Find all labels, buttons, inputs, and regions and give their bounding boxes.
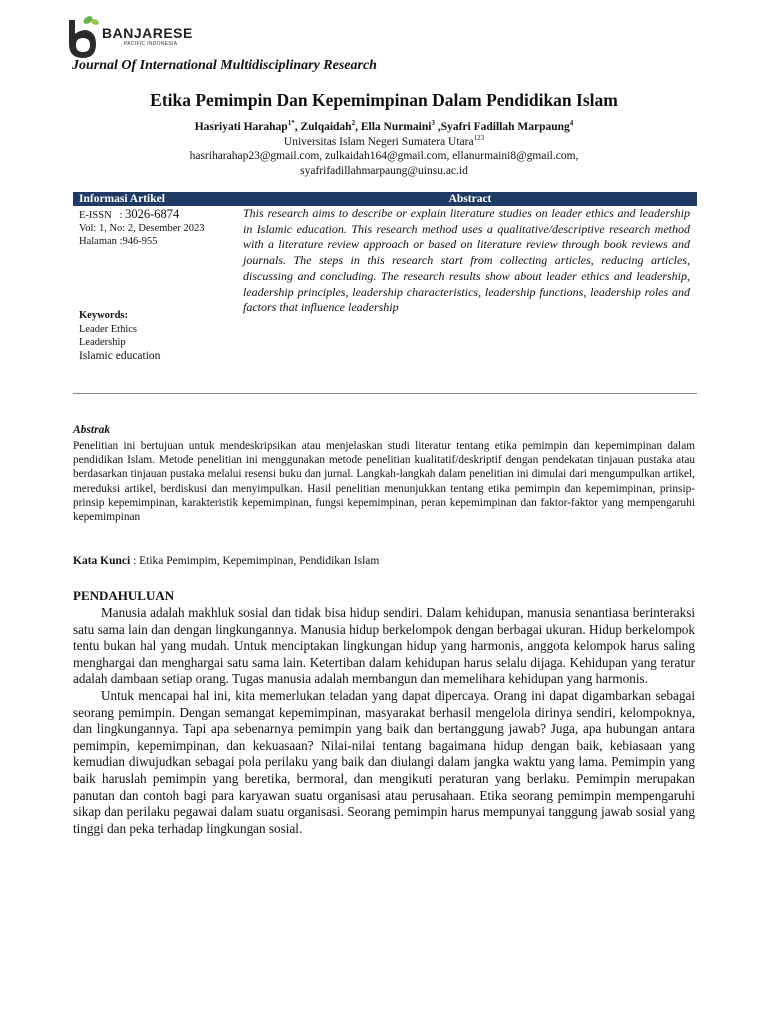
header-article-info: Informasi Artikel bbox=[79, 193, 165, 205]
paragraph: Untuk mencapai hal ini, kita memerlukan teladan yang dapat dipercaya. Orang ini dapat digambarkan sebagai seorang pemimpin. Dengan semangat kepemimpinan, masyarakat berhasil mengelola dirinya sendiri, kelompoknya, dan lingkungannya. Tapi apa sebenarnya pemimpin yang baik dan bertanggung jawab? Juga, apa hubungan antara pemimpin, kepemimpinan, dan kekuasaan? Nilai-nilai tentang bagaimana hidup dengan baik, kebiasaan yang kemudian diwujudkan sebagai pola perilaku yang baik dan diulangi dalam jangka waktu yang lama. Pemimpin yang baik haruslah pemimpin yang beretika, bermoral, dan mengikuti peraturan yang berlaku. Pemimpin merupakan panutan dan contoh bagi para karyawan suatu organisasi atau perusahaan. Etika seorang pemimpin mempengaruhi sikap dan perilaku pegawai dalam suatu organisasi. Seorang pemimpin harus mempunyai tanggung jawab sosial yang tinggi dan peka terhadap lingkungan sosial. bbox=[73, 687, 695, 836]
keyword-item: Leader Ethics bbox=[79, 323, 138, 335]
abstrak-heading: Abstrak bbox=[73, 424, 111, 436]
section-heading: PENDAHULUAN bbox=[73, 588, 175, 603]
keyword-item: Islamic education bbox=[79, 349, 161, 362]
author-sup: 2 bbox=[351, 119, 356, 128]
author-sup: 4 bbox=[569, 119, 574, 128]
author-list: Hasriyati Harahap$^{1*}$, Zulqaidah$^2$, Ella Nurmaini$^3$ ,Syafri Fadillah Marpaung$^4$ bbox=[194, 119, 574, 133]
email-line: syafrifadillahmarpaung@uinsu.ac.id bbox=[300, 165, 468, 177]
author-name: Zulqaidah bbox=[300, 121, 352, 133]
issn-label: E-ISSN : bbox=[79, 210, 123, 221]
author-name: Ella Nurmaini bbox=[360, 121, 432, 133]
header-abstract: Abstract bbox=[448, 193, 492, 205]
divider bbox=[73, 393, 697, 394]
author-name: Syafri Fadillah Marpaung bbox=[440, 121, 570, 133]
keyword-item: Leadership bbox=[79, 337, 126, 348]
logo-name: BANJARESE bbox=[102, 25, 193, 41]
author-sup: 3 bbox=[431, 119, 435, 128]
article-info-table bbox=[73, 192, 697, 362]
article-meta bbox=[79, 208, 239, 248]
affiliation-text: Universitas Islam Negeri Sumatera Utara bbox=[283, 136, 474, 148]
keywords-block bbox=[79, 309, 239, 363]
author-emails bbox=[0, 149, 768, 179]
kata-kunci-label: Kata Kunci bbox=[73, 555, 131, 567]
keywords-label: Keywords: bbox=[79, 310, 128, 321]
issn-value: 3026-6874 bbox=[125, 207, 180, 221]
email-line: hasriharahap23@gmail.com, zulkaidah164@gmail.com, ellanurmaini8@gmail.com, bbox=[189, 150, 579, 162]
publisher-logo bbox=[66, 12, 206, 60]
english-abstract: This research aims to describe or explain literature studies on leader ethics and leadership in Islamic education. This research method uses a qualitative/descriptive research method with a literature review approach or based on literature review through book reviews and journals. The steps in this research start from collecting articles, reducing articles, discussing and concluding. The research results show about leader ethics and leadership, leadership principles, leadership characteristics, leadership functions, leadership roles and factors that influence leadership bbox=[243, 206, 690, 315]
kata-kunci-value: : Etika Pemimpim, Kepemimpinan, Pendidikan Islam bbox=[130, 555, 380, 567]
abstrak-text: Penelitian ini bertujuan untuk mendeskripsikan atau menjelaskan studi literatur tentang etika pemimpin dan kepemimpinan dalam pendidikan Islam. Metode penelitian ini menggunakan metode penelitian kualitatif/deskriptif dengan pendekatan tinjauan pustaka atau berdasarkan tinjauan pustaka melalui resensi buku dan jurnal. Langkah-langkah dalam penelitian ini dimulai dari mengumpulkan artikel, mereduksi artikel, berdiskusi dan menyimpulkan. Hasil penelitian menunjukkan tentang etika pemimpin dan kepemimpinan, prinsip-prinsip kepemimpinan, karakteristik kepemimpinan, fungsi kepemimpinan, peran kepemimpinan dan faktor-faktor yang mempengaruhi kepemimpinan bbox=[73, 440, 695, 524]
paragraph: Manusia adalah makhluk sosial dan tidak bisa hidup sendiri. Dalam kehidupan, manusia senantiasa berinteraksi satu sama lain dan dengan lingkungannya. Manusia hidup berkelompok dengan berbagai ukuran. Hidup berkelompok tentu bukan hal yang mudah. Untuk menciptakan lingkungan hidup yang harmonis, anggota kelompok harus saling menghargai dan menghargai satu sama lain. Ketertiban dalam kehidupan harus selalu dijaga. Kehidupan yang teratur adalah dambaan setiap orang. Tugas manusia adalah membangun dan memelihara kehidupan yang harmonis. bbox=[73, 605, 695, 687]
intro-body bbox=[73, 605, 695, 837]
kata-kunci bbox=[73, 555, 379, 567]
author-name: Hasriyati Harahap bbox=[194, 121, 288, 133]
journal-name: Journal Of International Multidisciplinary Research bbox=[72, 58, 377, 73]
pages-info: Halaman :946-955 bbox=[79, 236, 158, 247]
table-header bbox=[73, 192, 697, 206]
volume-info: Vol: 1, No: 2, Desember 2023 bbox=[79, 223, 205, 234]
logo-mark-icon bbox=[66, 12, 100, 60]
affiliation-sup: 123 bbox=[473, 134, 485, 143]
author-sup: 1* bbox=[287, 119, 295, 128]
paper-title: Etika Pemimpin Dan Kepemimpinan Dalam Pendidikan Islam bbox=[150, 90, 618, 110]
affiliation bbox=[0, 135, 768, 150]
logo-subtitle: PACIFIC INDONESIA bbox=[124, 41, 178, 47]
